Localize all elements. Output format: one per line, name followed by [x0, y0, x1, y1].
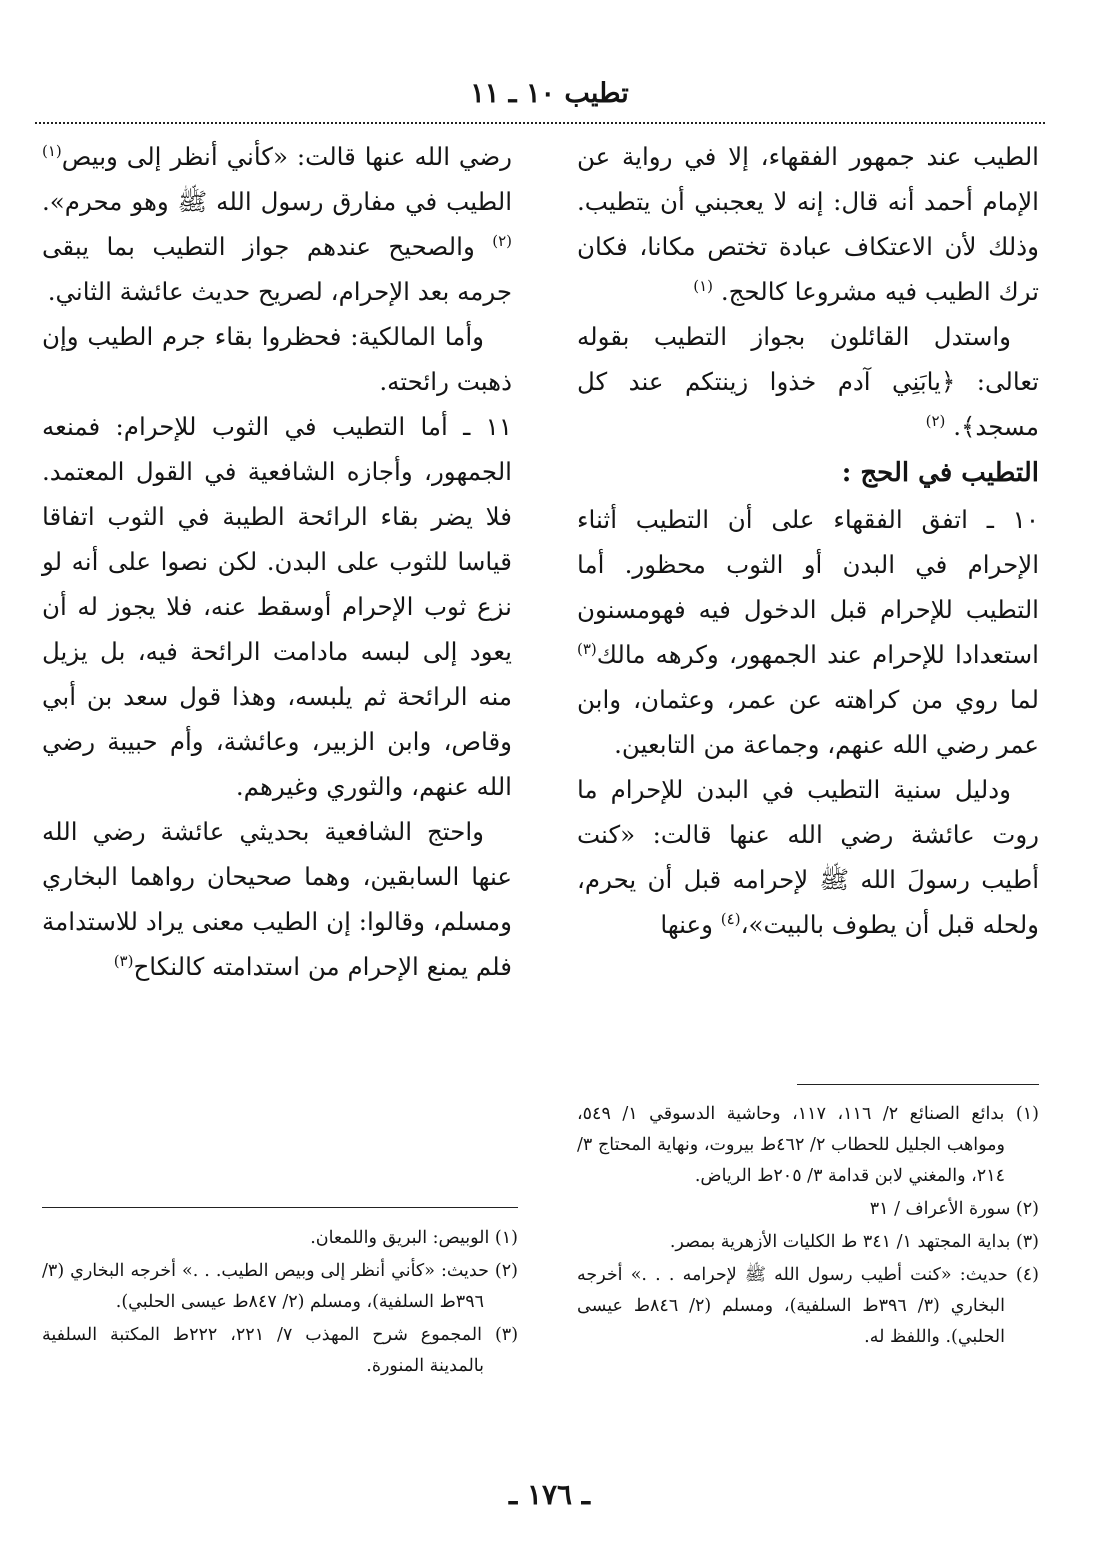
page-header: تطيب ١٠ ـ ١١ — [470, 78, 629, 109]
footnote-ref: (٢) — [492, 231, 512, 250]
footnote-ref: (١) — [42, 141, 62, 160]
footnote-divider-left — [42, 1207, 518, 1208]
right-paragraph-2 — [577, 314, 1039, 449]
footnote-ref: (٢) — [925, 411, 946, 430]
right-p4-text-b: وعنها — [660, 910, 721, 939]
footnote-ref: (٤) — [720, 909, 741, 928]
left-p1-text-c: والصحيح عندهم جواز التطيب بما يبقى جرمه بعد الإحرام، لصريح حديث عائشة الثاني. — [42, 232, 512, 306]
footnote-right-1: (١) بدائع الصنائع ٢/ ١١٦، ١١٧، وحاشية الدسوقي ١/ ٥٤٩، ومواهب الجليل للحطاب ٢/ ٤٦٢ط بيروت، ونهاية المحتاج ٣/ ٢١٤، والمغني لابن قدامة ٣/ ٢٠٥ط الرياض. — [577, 1104, 1039, 1186]
footnote-ref: (١) — [693, 276, 714, 295]
footnote-right-3: (٣) بداية المجتهد ١/ ٣٤١ ط الكليات الأزهرية بمصر. — [669, 1232, 1039, 1252]
left-p4-text-a: واحتج الشافعية بحديثي عائشة رضي الله عنها السابقين، وهما صحيحان رواهما البخاري ومسلم، وقالوا: إن الطيب معنى يراد للاستدامة فلم يمنع الإحرام من استدامته كالنكاح — [42, 817, 512, 981]
right-p2-text: واستدل القائلون بجواز التطيب بقوله تعالى: ﴿يابَنِي آدم خذوا زينتكم عند كل مسجد﴾. — [577, 322, 1039, 441]
section-title: التطيب في الحج : — [841, 458, 1039, 488]
right-paragraph-3 — [577, 497, 1039, 767]
footnotes-left — [42, 1223, 518, 1384]
page-number: ـ ١٧٦ ـ — [508, 1478, 591, 1511]
left-paragraph-1 — [42, 134, 512, 314]
footnote-left-1: (١) الوبيص: البريق واللمعان. — [310, 1228, 518, 1248]
footnote-right-4: (٤) حديث: «كنت أطيب رسول الله ﷺ لإحرامه . . .» أخرجه البخاري (٣/ ٣٩٦ط السلفية)، ومسلم (٢/ ٨٤٦ط عيسى الحلبي). واللفظ له. — [577, 1265, 1039, 1347]
footnote-right-2: (٢) سورة الأعراف / ٣١ — [869, 1199, 1039, 1219]
left-p1-text-a: رضي الله عنها قالت: «كأني أنظر إلى وبيص — [61, 142, 512, 171]
right-p4-text-a: ودليل سنية التطيب في البدن للإحرام ما روت عائشة رضي الله عنها قالت: «كنت أطيب رسولَ الله ﷺ لإحرامه قبل أن يحرم، ولحله قبل أن يطوف بالبيت»، — [577, 775, 1039, 939]
footnote-left-3: (٣) المجموع شرح المهذب ٧/ ٢٢١، ٢٢٢ط المكتبة السلفية بالمدينة المنورة. — [42, 1325, 519, 1376]
left-p1-text-b: الطيب في مفارق رسول الله ﷺ وهو محرم». — [42, 187, 512, 216]
right-paragraph-4 — [577, 767, 1039, 947]
right-paragraph-1 — [577, 134, 1039, 314]
footnotes-right — [577, 1099, 1039, 1355]
footnote-left-2: (٢) حديث: «كأني أنظر إلى وبيص الطيب. . .» أخرجه البخاري (٣/ ٣٩٦ط السلفية)، ومسلم (٢/ ٨٤٧ط عيسى الحلبي). — [42, 1261, 518, 1312]
left-paragraph-4 — [42, 809, 512, 989]
footnote-divider-right — [797, 1084, 1039, 1085]
footnote-ref: (٣) — [577, 639, 597, 658]
header-divider — [35, 122, 1045, 124]
right-p1-text: الطيب عند جمهور الفقهاء، إلا في رواية عن الإمام أحمد أنه قال: إنه لا يعجبني أن يتطيب. وذلك لأن الاعتكاف عبادة تختص مكانا، فكان ترك الطيب فيه مشروعا كالحج. — [577, 142, 1039, 306]
right-column — [577, 134, 1039, 947]
right-p3-text-a: ١٠ ـ اتفق الفقهاء على أن التطيب أثناء الإحرام في البدن أو الثوب محظور. أما التطيب للإحرام قبل الدخول فيه فهومسنون استعدادا للإحرام عند الجمهور، وكرهه مالك — [577, 505, 1039, 669]
left-paragraph-2: وأما المالكية: فحظروا بقاء جرم الطيب وإن ذهبت رائحته. — [42, 322, 512, 396]
right-p3-text-b: لما روي من كراهته عن عمر، وعثمان، وابن عمر رضي الله عنهم، وجماعة من التابعين. — [577, 685, 1039, 759]
left-column — [42, 134, 512, 989]
footnote-ref: (٣) — [113, 951, 134, 970]
left-paragraph-3: ١١ ـ أما التطيب في الثوب للإحرام: فمنعه الجمهور، وأجازه الشافعية في القول المعتمد. فلا يضر بقاء الرائحة الطيبة في الثوب اتفاقا قياسا للثوب على البدن. لكن نصوا على أنه لو نزع ثوب الإحرام أوسقط عنه، فلا يجوز له أن يعود إلى لبسه مادامت الرائحة فيه، بل يزيل منه الرائحة ثم يلبسه، وهذا قول سعد بن أبي وقاص، وابن الزبير، وعائشة، وأم حبيبة رضي الله عنهم، والثوري وغيرهم. — [42, 412, 512, 801]
